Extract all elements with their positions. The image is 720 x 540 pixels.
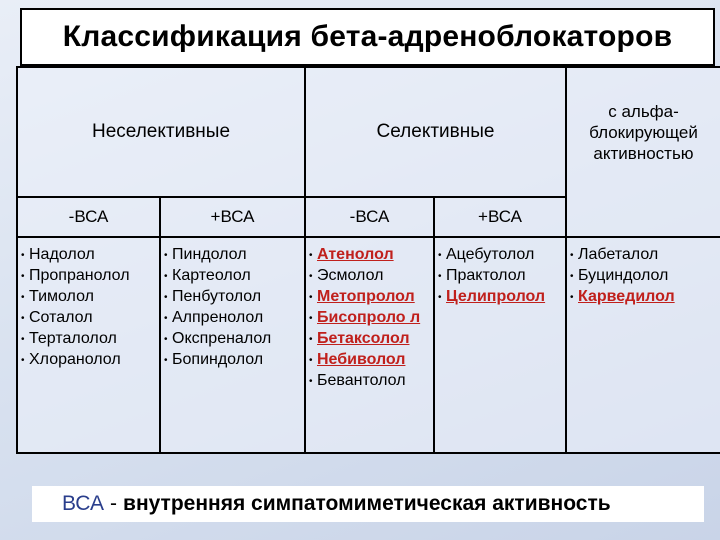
drug-list bbox=[18, 238, 159, 370]
drug-name: Небиволол bbox=[317, 351, 406, 368]
drug-name: Практолол bbox=[446, 267, 526, 284]
drug-name: Бетаксолол bbox=[317, 330, 410, 347]
footnote-dash: - bbox=[110, 492, 118, 515]
drug-name: Лабеталол bbox=[578, 246, 659, 263]
drug-item: • Бопиндолол bbox=[167, 349, 304, 370]
header-selective: Селективные bbox=[305, 67, 566, 197]
drug-item bbox=[312, 244, 433, 265]
page-title: Классификация бета-адреноблокаторов bbox=[20, 8, 715, 66]
drug-item: • Пенбутолол bbox=[167, 286, 304, 307]
drug-list bbox=[567, 238, 720, 307]
drug-item: • Хлоранолол bbox=[24, 349, 159, 370]
drug-item bbox=[441, 265, 565, 286]
drug-name: Бисопроло л bbox=[317, 309, 421, 326]
footnote-text: внутренняя симпатомиметическая активность bbox=[123, 492, 611, 515]
drug-item: • Картеолол bbox=[167, 265, 304, 286]
drug-item: • Соталол bbox=[24, 307, 159, 328]
footnote bbox=[32, 486, 704, 522]
drug-item bbox=[573, 244, 720, 265]
drug-item bbox=[312, 328, 433, 349]
subheader-nonselective-plus-isa: +ВСА bbox=[160, 197, 305, 237]
drug-name: Метопролол bbox=[317, 288, 415, 305]
drug-item: • Окспреналол bbox=[167, 328, 304, 349]
drug-item bbox=[441, 286, 565, 307]
cell-selective-minus-isa bbox=[305, 237, 434, 453]
footnote-abbreviation: ВСА bbox=[62, 492, 105, 515]
drug-item: • Пиндолол bbox=[167, 244, 304, 265]
cell-selective-plus-isa bbox=[434, 237, 566, 453]
subheader-nonselective-minus-isa: -ВСА bbox=[17, 197, 160, 237]
drug-item bbox=[312, 265, 433, 286]
drug-name: Карведилол bbox=[578, 288, 675, 305]
drug-list bbox=[435, 238, 565, 307]
drug-item: • Терталолол bbox=[24, 328, 159, 349]
drug-name: Целипролол bbox=[446, 288, 546, 305]
drug-item: • Тимолол bbox=[24, 286, 159, 307]
drug-item: • Пропранолол bbox=[24, 265, 159, 286]
drug-list bbox=[161, 238, 304, 370]
drug-item bbox=[312, 307, 429, 328]
drug-item: • Надолол bbox=[24, 244, 159, 265]
drug-item bbox=[441, 244, 565, 265]
drug-name: Буциндолол bbox=[578, 267, 669, 284]
header-alpha-blocking: с альфа-блокирующей активностью bbox=[566, 67, 720, 237]
drug-item bbox=[312, 370, 433, 391]
drug-item bbox=[312, 286, 433, 307]
cell-nonselective-plus-isa bbox=[160, 237, 305, 453]
drug-item bbox=[573, 286, 720, 307]
drug-item: • Алпренолол bbox=[167, 307, 304, 328]
subheader-selective-plus-isa: +ВСА bbox=[434, 197, 566, 237]
drug-item bbox=[312, 349, 433, 370]
drug-name: Ацебутолол bbox=[446, 246, 535, 263]
drug-item bbox=[573, 265, 720, 286]
drug-name: Бевантолол bbox=[317, 372, 406, 389]
drug-name: Атенолол bbox=[317, 246, 394, 263]
cell-nonselective-minus-isa bbox=[17, 237, 160, 453]
classification-table bbox=[16, 66, 720, 454]
cell-alpha-blocking bbox=[566, 237, 720, 453]
drug-list bbox=[306, 238, 433, 391]
subheader-selective-minus-isa: -ВСА bbox=[305, 197, 434, 237]
header-nonselective: Неселективные bbox=[17, 67, 305, 197]
drug-name: Эсмолол bbox=[317, 267, 384, 284]
